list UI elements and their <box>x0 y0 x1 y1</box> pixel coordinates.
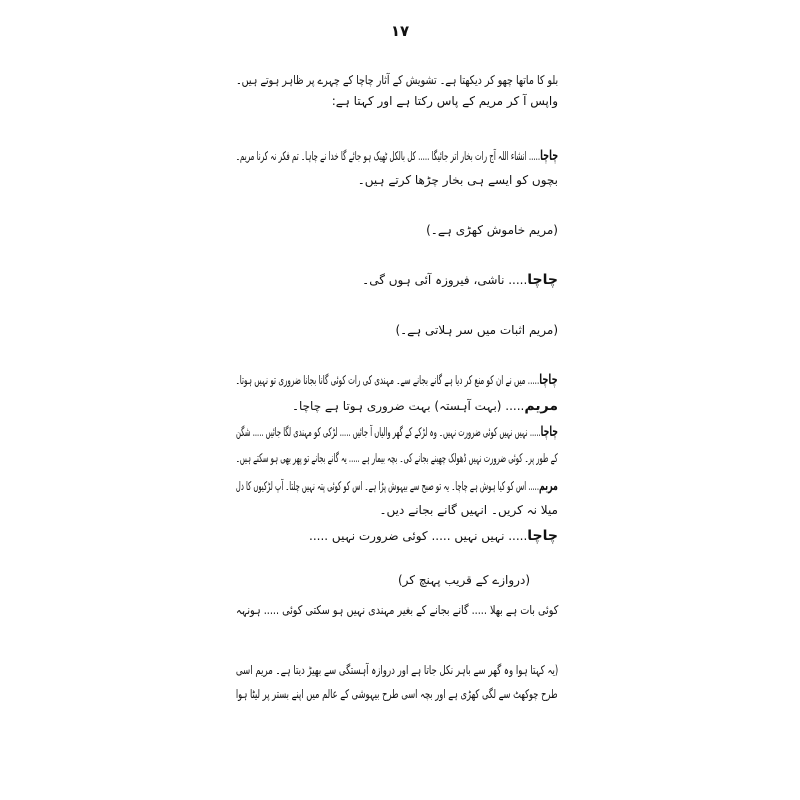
dialogue-line <box>236 372 558 388</box>
line-text: کوئی بات ہے بھلا ..... گانے بجانے کے بغیر مہندی نہیں ہو سکتی کوئی ..... ہونہہ <box>235 603 558 617</box>
line-text: کے طور پر۔ کوئی ضرورت نہیں ڈھولک چھینے بجانے کی۔ بچہ بیمار ہے ..... یہ گانے بجانے تو پھر بھی ہو سکتے ہیں۔ <box>236 451 558 465</box>
line-text: واپس آ کر مریم کے پاس رکتا ہے اور کہتا ہے: <box>331 94 558 108</box>
dialogue-line <box>236 424 558 440</box>
speaker-name: مریم <box>524 398 558 414</box>
line-text: طرح چوکھٹ سے لگی کھڑی ہے اور بچہ اسی طرح بیہوشی کے عالم میں اپنے بستر پر لیٹا ہوا <box>236 687 558 701</box>
speaker-name: چاچا <box>540 424 558 440</box>
line-text: بلو کا ماتھا چھو کر دیکھتا ہے۔ تشویش کے آثار چاچا کے چہرے پر ظاہر ہوتے ہیں۔ <box>235 73 558 87</box>
speaker-name: چاچا <box>527 528 558 544</box>
line-text: ..... نہیں نہیں کوئی ضرورت نہیں۔ وہ لڑکے کے گھر والیاں آ جائیں ..... لڑکی کو مہندی لگا جائیں ..... شگن <box>235 425 541 439</box>
line-text: ..... ناشی، فیروزہ آئی ہوں گی۔ <box>362 273 528 287</box>
speaker-name: چاچا <box>539 148 558 164</box>
stage-direction <box>398 572 530 588</box>
line-text: (مریم خاموش کھڑی ہے۔) <box>426 223 558 237</box>
line-text: ..... انشاء اللہ آج رات بخار اتر جائیگا ..... کل بالکل ٹھیک ہو جائے گا خدا نے چاہا۔ تم فکر نہ کرنا مریم۔ <box>235 149 540 163</box>
text-line <box>332 93 558 109</box>
line-text: میلا نہ کریں۔ انہیں گانے بجانے دیں۔ <box>379 503 558 517</box>
text-line <box>236 602 558 618</box>
speaker-name: چاچا <box>539 372 558 388</box>
line-text: ..... میں نے ان کو منع کر دیا ہے گانے بجانے سے۔ مہندی کی رات کوئی گانا بجانا ضروری تو نہیں ہوتا۔ <box>235 373 540 387</box>
stage-direction <box>236 686 558 702</box>
speaker-name: چاچا <box>527 272 558 288</box>
speaker-name: مریم <box>539 478 558 494</box>
line-text: (مریم اثبات میں سر ہلاتی ہے۔) <box>395 323 558 337</box>
line-text: ..... اس کو کیا ہوش ہے چاچا۔ یہ تو صبح سے بیہوش پڑا ہے۔ اس کو کوئی پتہ نہیں چلتا۔ آپ لڑکیوں کا دل <box>236 479 540 493</box>
dialogue-line <box>236 478 558 494</box>
stage-direction <box>395 322 558 338</box>
page-number: ۱۷ <box>390 22 410 40</box>
dialogue-line <box>362 272 558 288</box>
text-line <box>358 172 558 188</box>
text-line <box>236 72 558 88</box>
dialogue-line <box>309 528 558 544</box>
stage-direction <box>426 222 558 238</box>
stage-direction <box>236 662 558 678</box>
line-text: ..... (بہت آہستہ) بہت ضروری ہوتا ہے چاچا۔ <box>291 399 525 413</box>
dialogue-line <box>292 398 558 414</box>
line-text: (یہ کہتا ہوا وہ گھر سے باہر نکل جاتا ہے اور دروازہ آہستگی سے بھیڑ دیتا ہے۔ مریم اسی <box>235 663 558 677</box>
text-line <box>236 450 558 466</box>
line-text: (دروازے کے قریب پہنچ کر) <box>397 573 530 587</box>
line-text: بچوں کو ایسے ہی بخار چڑھا کرتے ہیں۔ <box>357 173 558 187</box>
line-text: ..... نہیں نہیں ..... کوئی ضرورت نہیں ..... <box>309 529 528 543</box>
text-line <box>380 502 558 518</box>
dialogue-line <box>236 148 558 164</box>
